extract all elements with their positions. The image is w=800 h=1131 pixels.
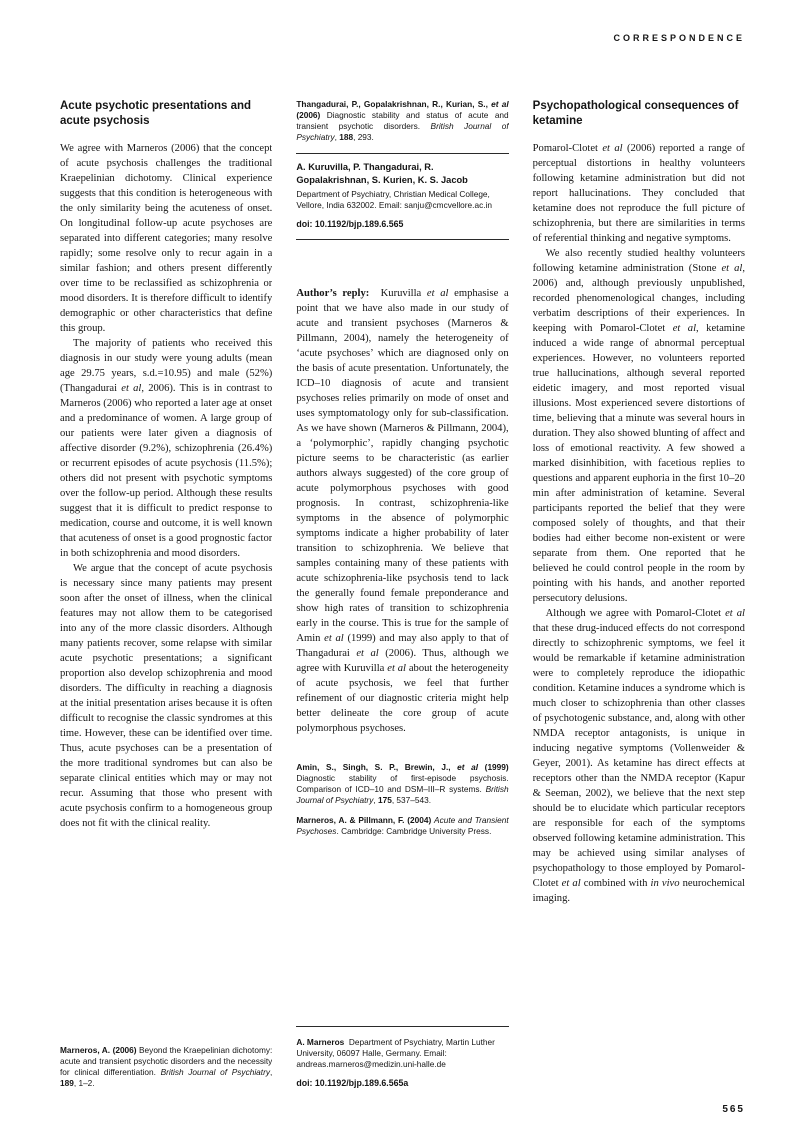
author-signature-block-kuruvilla [296, 153, 508, 240]
author-signature: A. Marneros Department of Psychiatry, Martin Luther University, 06097 Halle, Germany. Email: andreas.marneros@medizin.uni-halle.de [296, 1037, 495, 1069]
letter-title-ketamine: Psychopathological consequences of ketamine [532, 100, 739, 127]
body-paragraph: Although we agree with Pomarol-Clotet et al that these drug-induced effects do not correspond directly to schizophrenic symptoms, we feel it would be remarkable if ketamine administration were to completely reproduce the idiopathic condition. Ketamine induces a syndrome which is much closer to schizophrenia than other classes of psychotogenic substance, and, along with other NMDA receptor antagonists, is unique in inducing negative symptoms (Vollenweider & Geyer, 2001). As ketamine has direct effects at receptors other than the NMDA receptor (Kapur & Seeman, 2002), we believe that the next step should be to elucidate which particular receptors are responsible for each of the symptoms observed following ketamine administration. This may be achieved using similar analyses of psychopathology to those employed by Pomarol-Clotet et al combined with in vivo neurochemical imaging. [532, 607, 745, 904]
author-signature-block-marneros [296, 1026, 508, 1091]
references-group [296, 762, 508, 837]
body-paragraph: Pomarol-Clotet et al (2006) reported a range of perceptual distortions in healthy volunteers following ketamine administration but did not report hallucinations. They concluded that ketamine does not reproduce the full picture of schizophrenia, but there are similarities in terms of referential thinking and negative symptoms. [532, 142, 745, 244]
author-affiliation: Department of Psychiatry, Christian Medical College, Vellore, India 632002. Email: sanju@cmcvellore.ac.in [296, 189, 492, 210]
page-number: 565 [722, 1104, 745, 1115]
body-paragraph: We also recently studied healthy volunteers following ketamine administration (Stone et al, 2006) and, although previously unpublished, recorded phenomenological changes, including verbatim descriptions of their experiences. In keeping with Pomarol-Clotet et al, ketamine induced a wide range of abnormal perceptual experiences. However, no volunteers reported true hallucinations, although several reported eidetic imagery, and most reported visual illusions. Most experienced severe distortions of time, believing that a minute was several hours in duration. They also showed blunting of affect and loss of emotional reactivity. A few showed a marked disinhibition, with facetious replies to questions and apparent euphoria in the first 10–20 min after administration of ketamine. Several participants reported the belief that they were composed solely of thoughts, and that their bodies had either become non-existent or were separate from them. One reported that he believed he could control people in the room by pointing with his hands, and another reported persecutory delusions. [532, 247, 745, 604]
column-left [60, 99, 272, 1091]
authors-reply-paragraph: Author’s reply: Kuruvilla et al emphasise a point that we have also made in our study of acute and transient psychoses (Marneros & Pillmann, 2004), namely the heterogeneity of ‘acute psychoses’ which are diagnosed only on the basis of acute presentation. Unfortunately, the ICD–10 diagnosis of acute and transient psychoses relies primarily on mode of onset and uses symptomatology only for sub-classification. As we have shown (Marneros & Pillmann, 2004), a ‘polymorphic’, rapidly changing psychotic picture seems to be characteristic (as earlier authors always suggested) of the core group of acute polymorphous psychoses with good prognosis. In contrast, schizophrenia-like symptoms in the absence of polymorphic symptoms indicate a higher probability of later transition to schizophrenia. We believe that samples containing many of these patients with acute schizophrenia-like psychosis tend to lack the generally found female preponderance and show high rates of transition to schizophrenia early in the course. This is true for the sample of Amin et al (1999) and may also apply to that of Thangadurai et al (2006). Thus, although we agree with Kuruvilla et al about the heterogeneity of acute psychosis, we feel that further refinement of our diagnostic criteria might help better delineate the core group of acute polymorphous psychoses. [296, 288, 509, 734]
running-head: CORRESPONDENCE [613, 33, 745, 43]
author-names: A. Kuruvilla, P. Thangadurai, R. Gopalakrishnan, S. Kurien, K. S. Jacob [296, 162, 468, 185]
body-paragraph: The majority of patients who received this diagnosis in our study were young adults (mean age 29.75 years, s.d.=10.95) and male (52%) (Thangadurai et al, 2006). This is in contrast to Marneros (2006) who reported a later age at onset and a predominance of women. A large group of our patients were later given a diagnosis of affective disorder (9.2%), schizophrenia (26.4%) or recurrent episodes of acute psychosis (11.5%); others did not present with psychotic symptoms over the follow-up period. Although these results suggest that it is difficult to predict response to medication, course and outcome, it is well known that acuteness of onset is a good prognostic factor in both schizophrenia and mood disorders. [60, 337, 273, 559]
reference-thangadurai-2006: Thangadurai, P., Gopalakrishnan, R., Kurian, S., et al (2006) Diagnostic stability and status of acute and transient psychotic disorders. British Journal of Psychiatry, 188, 293. [296, 99, 509, 142]
column-middle [296, 99, 508, 1091]
column-right [533, 99, 745, 1091]
doi-line: doi: 10.1192/bjp.189.6.565 [296, 219, 404, 229]
reference-marneros-2006: Marneros, A. (2006) Beyond the Kraepelinian dichotomy: acute and transient psychotic disorders and the necessity for clinical differentiation. British Journal of Psychiatry, 189, 1–2. [60, 1045, 273, 1088]
letter-title-acute-psychosis: Acute psychotic presentations and acute psychosis [60, 100, 252, 127]
columns [60, 99, 745, 1091]
reference-amin-1999: Amin, S., Singh, S. P., Brewin, J., et al (1999) Diagnostic stability of first-episode psychosis. Comparison of ICD–10 and DSM–III–R systems. British Journal of Psychiatry, 175, 537–543. [296, 762, 509, 805]
reference-marneros-pillmann-2004: Marneros, A. & Pillmann, F. (2004) Acute and Transient Psychoses. Cambridge: Cambridge University Press. [296, 815, 509, 836]
doi-line: doi: 10.1192/bjp.189.6.565a [296, 1078, 409, 1088]
body-paragraph: We argue that the concept of acute psychosis is necessary since many patients may present soon after the onset of illness, when the clinical features may not allow them to be categorised into any of the more classic disorders. Although many patients recover, some relapse with similar acute psychotic presentations; a significant proportion also develop schizophrenia and mood disorders. The difficulty in reaching a diagnosis at the initial presentation arises because it is often difficult to recognise the classic syndromes at this time. However, these can be identified over time. Thus, acute psychoses can be a presentation of the more traditional syndromes but can also be separate clinical entities which may or may not recur. Assuming that those who present with acute psychosis confirm to a homogeneous group does not fit with the clinical reality. [60, 562, 273, 829]
body-paragraph: We agree with Marneros (2006) that the concept of acute psychosis challenges the traditional Kraepelinian dichotomy. Clinical experience suggests that this condition is heterogeneous with the only similarity being the acuteness of onset. On longitudinal follow-up acute psychoses are separated into different categories; many resolve rapidly; some resolve only to recur again in a similar fashion; and others present differently over time to be reclassified as schizophrenia or mood disorders. It is therefore difficult to identify demographic or other characteristics that define this group. [60, 142, 273, 334]
